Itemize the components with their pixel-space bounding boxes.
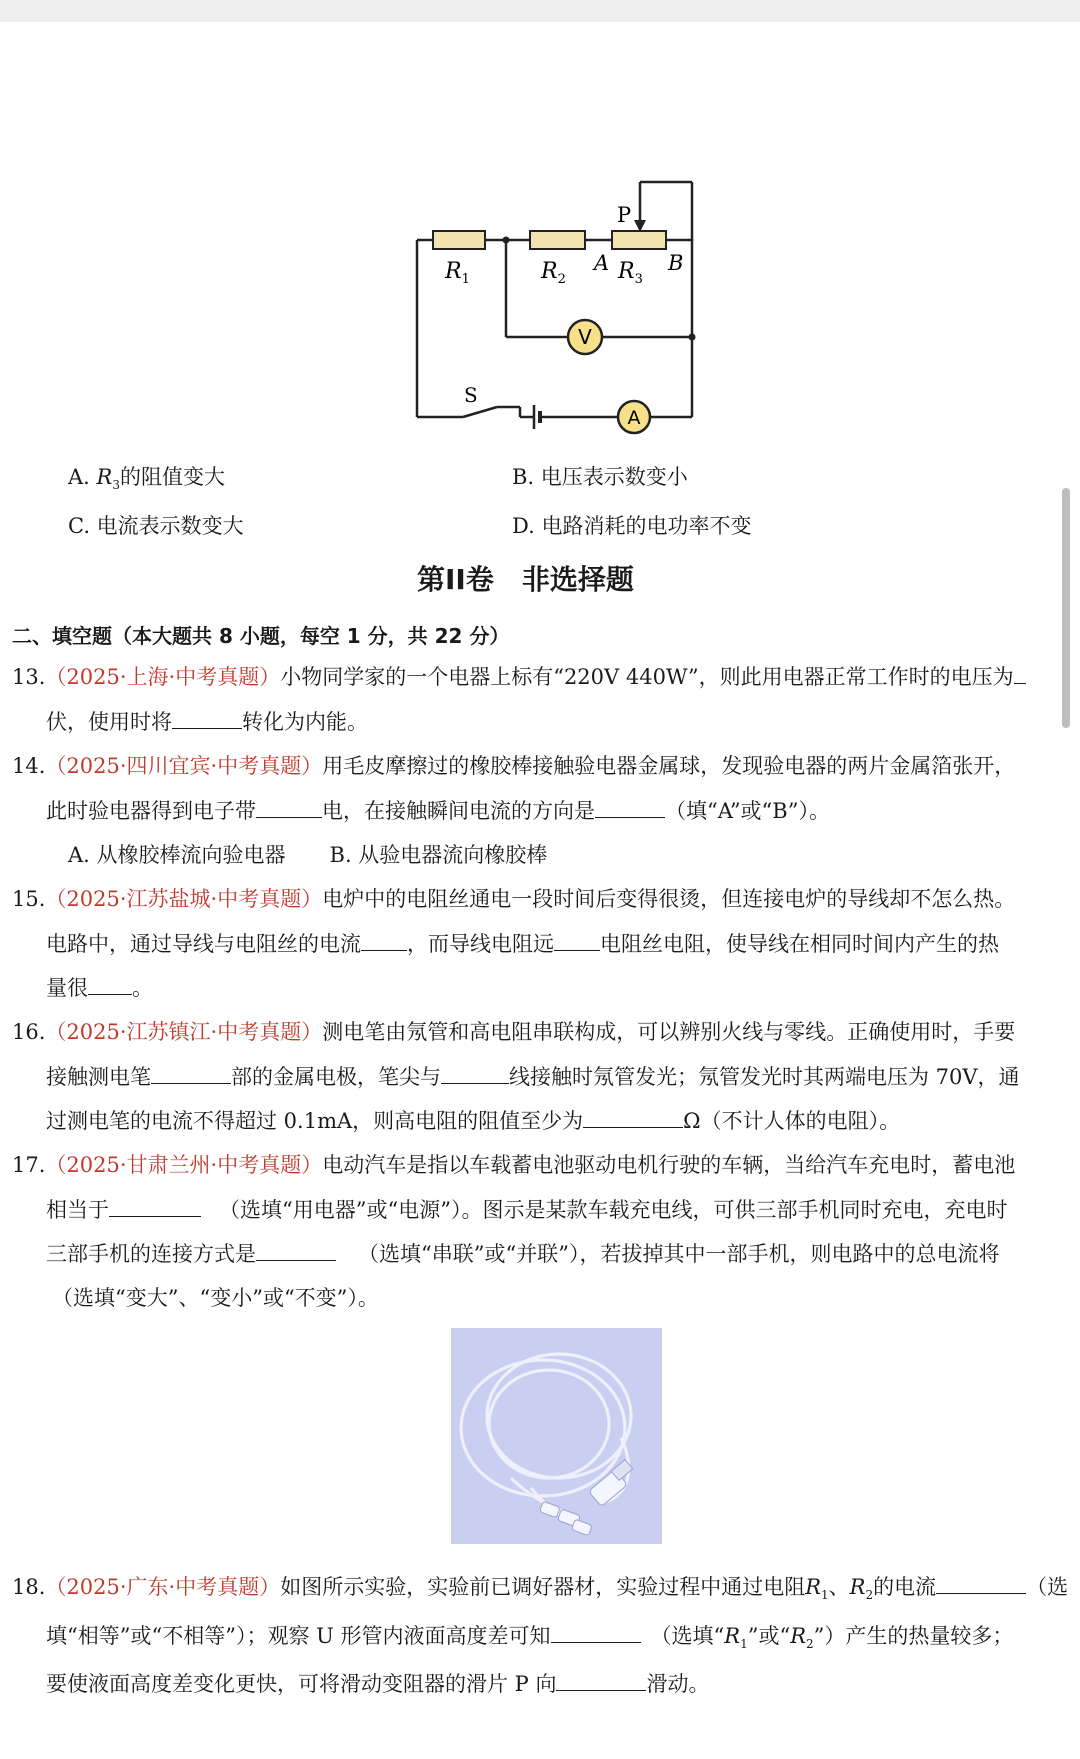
q13-line2: 伏，使用时将 转化为内能。 — [46, 710, 368, 734]
q17-line1: 17.（2025·甘肃兰州·中考真题）电动汽车是指以车载蓄电池驱动电机行驶的车辆，当给汽车充电时，蓄电池 — [12, 1153, 1016, 1177]
q15-line1: 15.（2025·江苏盐城·中考真题）电炉中的电阻丝通电一段时间后变得很烫，但连接电炉的导线却不怎么热。 — [12, 887, 1016, 911]
label-s: S — [464, 383, 478, 407]
q17-line2: 相当于 （选填“用电器”或“电源”）。图示是某款车载充电线，可供三部手机同时充电，充电时 — [46, 1198, 1008, 1222]
q16-line3: 过测电笔的电流不得超过 0.1mA，则高电阻的阻值至少为 Ω（不计人体的电阻）。 — [46, 1109, 901, 1133]
scrollbar[interactable] — [1062, 488, 1070, 728]
q14-options — [68, 841, 547, 869]
ammeter-label: A — [627, 407, 641, 429]
q14-line1: 14.（2025·四川宜宾·中考真题）用毛皮摩擦过的橡胶棒接触验电器金属球，发现验电器的两片金属箔张开， — [12, 754, 1016, 778]
q15-blank-1[interactable] — [361, 930, 407, 951]
q13-line1: 13.（2025·上海·中考真题）小物同学家的一个电器上标有“220V 440W”，则此用电器正常工作时的电压为 — [12, 663, 1026, 691]
q15-source-tag: （2025·江苏盐城·中考真题） — [45, 887, 323, 911]
node-left — [503, 237, 510, 244]
q16-blank-3[interactable] — [583, 1107, 683, 1128]
q14-option-a[interactable]: A. 从橡胶棒流向验电器 — [68, 843, 286, 867]
voltmeter-label: V — [578, 325, 592, 349]
top-bar — [0, 0, 1080, 22]
q17-source-tag: （2025·甘肃兰州·中考真题） — [45, 1153, 323, 1177]
q14-blank-2[interactable] — [595, 797, 665, 818]
q13-source-tag: （2025·上海·中考真题） — [45, 665, 281, 689]
q14-option-b[interactable]: B. 从验电器流向橡胶棒 — [329, 843, 548, 867]
q16-line2: 接触测电笔 部的金属电极，笔尖与 线接触时氖管发光；氖管发光时其两端电压为 70V，通 — [46, 1065, 1020, 1089]
node-right — [689, 334, 696, 341]
q17-line3: 三部手机的连接方式是 （选填“串联”或“并联”），若拔掉其中一部手机，则电路中的总电流将 — [46, 1242, 1000, 1266]
q14-blank-1[interactable] — [256, 797, 322, 818]
label-a: A — [594, 251, 610, 275]
section-two-heading: 二、填空题（本大题共 8 小题，每空 1 分，共 22 分） — [12, 624, 510, 648]
q18-blank-1[interactable] — [936, 1573, 1026, 1594]
q15-blank-2[interactable] — [554, 930, 600, 951]
q17-line4: （选填“变大”、“变小”或“不变”）。 — [52, 1286, 379, 1310]
q18-line1: 18.（2025·广东·中考真题）如图所示实验，实验前已调好器材，实验过程中通过电阻$R_1$、$R_2$的电流 （选 — [12, 1575, 1069, 1603]
label-r3: $R_3$ — [618, 259, 643, 287]
label-r2: $R_2$ — [541, 259, 566, 287]
option-a[interactable]: A. $R_3$的阻值变大 — [68, 465, 225, 493]
q15-line2: 电路中，通过导线与电阻丝的电流 ，而导线电阻远 电阻丝电阻，使导线在相同时间内产生的热 — [46, 932, 999, 956]
q16-blank-1[interactable] — [151, 1063, 231, 1084]
q14-line2: 此时验电器得到电子带 电，在接触瞬间电流的方向是 （填“A”或“B”）。 — [46, 799, 830, 823]
section-title: 第II卷 非选择题 — [417, 563, 634, 596]
label-p: P — [617, 203, 632, 227]
circuit-diagram — [400, 170, 730, 440]
option-c[interactable]: C. 电流表示数变大 — [68, 514, 244, 538]
q14-source-tag: （2025·四川宜宾·中考真题） — [45, 754, 323, 778]
resistor-r2 — [530, 231, 585, 249]
resistor-r3 — [612, 231, 666, 249]
q18-source-tag: （2025·广东·中考真题） — [45, 1575, 281, 1599]
label-b: B — [668, 251, 684, 275]
q16-blank-2[interactable] — [441, 1063, 509, 1084]
q15-blank-3[interactable] — [88, 974, 132, 995]
q17-blank-2[interactable] — [256, 1240, 336, 1261]
q18-line3: 要使液面高度差变化更快，可将滑动变阻器的滑片 P 向 滑动。 — [46, 1672, 710, 1696]
option-d[interactable]: D. 电路消耗的电功率不变 — [512, 514, 752, 538]
charging-cable-photo — [451, 1328, 662, 1544]
q17-blank-1[interactable] — [109, 1196, 201, 1217]
q13-blank[interactable] — [172, 708, 242, 729]
q18-blank-2[interactable] — [551, 1622, 641, 1643]
q16-source-tag: （2025·江苏镇江·中考真题） — [45, 1020, 323, 1044]
q16-line1: 16.（2025·江苏镇江·中考真题）测电笔由氖管和高电阻串联构成，可以辨别火线与零线。正确使用时，手要 — [12, 1020, 1016, 1044]
resistor-r1 — [433, 231, 485, 249]
label-r1: $R_1$ — [445, 259, 470, 287]
q18-line2: 填“相等”或“不相等”）；观察 U 形管内液面高度差可知 （选填“$R_1$”或“$R_2$”）产生的热量较多； — [46, 1624, 1014, 1652]
option-b[interactable]: B. 电压表示数变小 — [512, 465, 688, 489]
q15-line3: 量很 。 — [46, 976, 153, 1000]
q18-blank-3[interactable] — [556, 1670, 646, 1691]
